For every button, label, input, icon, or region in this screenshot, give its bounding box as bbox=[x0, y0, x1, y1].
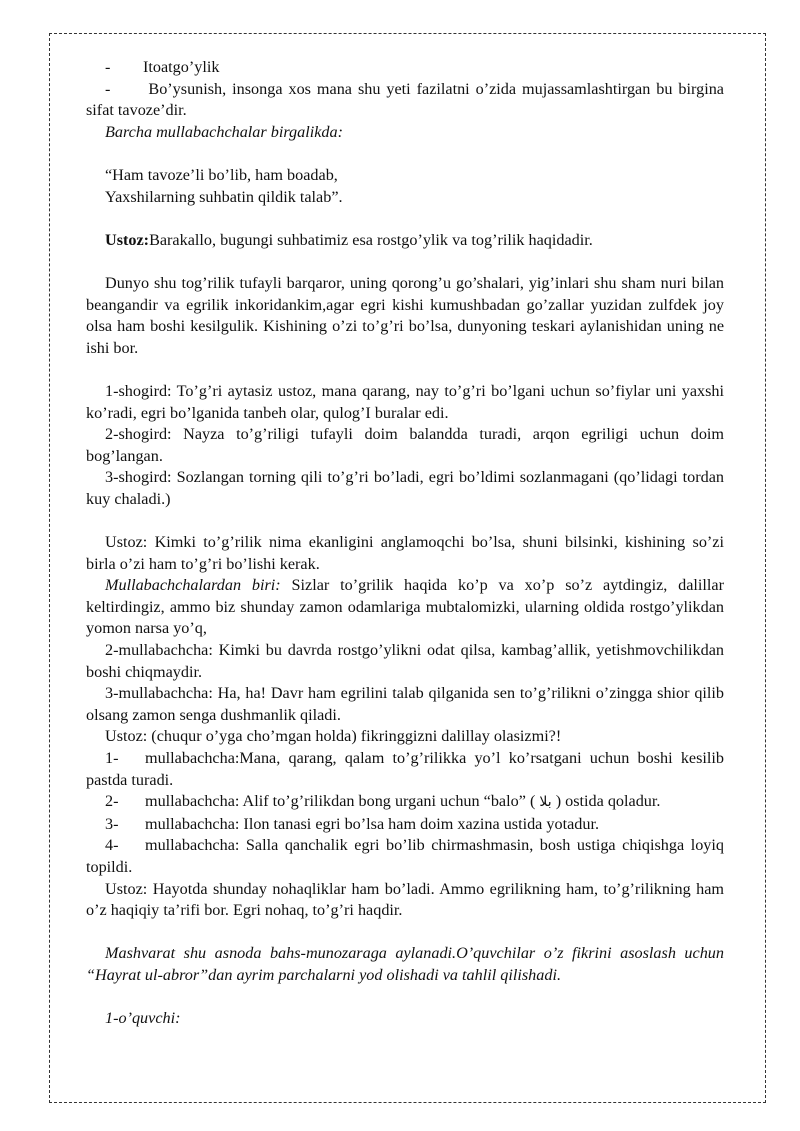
list-item bbox=[86, 57, 724, 79]
speaker-label: Ustoz: bbox=[105, 230, 150, 249]
item-number: 3- bbox=[105, 814, 119, 833]
item-number: 4- bbox=[105, 836, 119, 855]
stage-direction: Mashvarat shu asnoda bahs-munozaraga aylanadi.O’quvchilar o’z fikrini asoslash uchun “Hayrat ul-abror”dan ayrim parchalarni yod olishadi va tahlil qilishadi. bbox=[86, 944, 724, 984]
dialogue-line: Ustoz: Kimki to’g’rilik nima ekanligini anglamoqchi bo’lsa, shuni bilsinki, kishining so’zi birla o’zi ham to’g’ri bo’lishi kerak. bbox=[86, 533, 724, 573]
verse-line: “Ham tavoze’li bo’lib, ham boadab, bbox=[105, 165, 338, 184]
list-text: Itoatgo’ylik bbox=[143, 58, 220, 76]
paragraph: Dunyo shu tog’rilik tufayli barqaror, uning qorong’u go’shalari, yig’inlari shu sham nuri bilan beangandir va egrilik inkoridankim,agar egri kishi kumushbadan go’zallar yuzidan zulfdek joy olsa ham boshi kesilgulik. Kishining o’zi to’g’ri bo’lsa, dunyoning teskari aylanishidan uning ne ishi bor. bbox=[86, 273, 724, 357]
dialogue-line: 3-mullabachcha: Ha, ha! Davr ham egrilini talab qilganida sen to’g’rilikni o’zingga shior qilib olsang zamon senga dushmanlik qiladi. bbox=[86, 684, 724, 724]
dialogue-line: Ustoz: (chuqur o’yga cho’mgan holda) fikringgizni dalillay olasizmi?! bbox=[105, 727, 562, 746]
list-text: Bo’ysunish, insonga xos mana shu yeti fazilatni o’zida mujassamlashtirgan bu birgina sifat tavoze’dir. bbox=[86, 79, 724, 120]
numbered-item bbox=[86, 791, 724, 814]
dialogue-line: Ustoz: Hayotda shunday nohaqliklar ham bo’ladi. Ammo egrilikning ham, to’g’rilikning ham o’z haqiqiy ta’rifi bor. Egri nohaq, to’g’ri haqdir. bbox=[86, 879, 724, 920]
item-number: 1- bbox=[105, 749, 119, 767]
item-text: mullabachcha: Ilon tanasi egri bo’lsa ham doim xazina ustida yotadur. bbox=[145, 814, 600, 833]
dialogue-text: Sizlar to’grilik haqida ko’p va xo’p so’z aytdingiz, dalillar keltirdingiz, ammo biz shunday zamon odamlariga mubtalomizki, ularning oldida rostgo’ylikdan yomon narsa yo’q, bbox=[86, 576, 724, 638]
item-text: ) ostida qoladur. bbox=[551, 792, 661, 811]
item-text: mullabachcha: Alif to’g’rilikdan bong urgani uchun “balo” ( bbox=[145, 792, 540, 811]
document-body bbox=[86, 57, 724, 1030]
dialogue-line bbox=[86, 230, 724, 252]
list-marker: - bbox=[105, 79, 111, 98]
dialogue-line: 2-shogird: Nayza to’g’riligi tufayli doim balandda turadi, arqon egriligi uchun doim bog’langan. bbox=[86, 425, 724, 465]
numbered-item bbox=[86, 835, 724, 878]
numbered-item bbox=[86, 748, 724, 791]
dialogue-line: 3-shogird: Sozlangan torning qili to’g’ri bo’ladi, egri bo’ldimi sozlanmagani (qo’lidagi tordan kuy chaladi.) bbox=[86, 468, 724, 508]
dialogue-text: Barakallo, bugungi suhbatimiz esa rostgo’ylik va tog’rilik haqidadir. bbox=[149, 230, 593, 249]
stage-direction: Barcha mullabachchalar birgalikda: bbox=[105, 122, 343, 141]
dialogue-line: 1-shogird: To’g’ri aytasiz ustoz, mana qarang, nay to’g’ri bo’lgani uchun so’fiylar uni yaxshi ko’radi, egri bo’lganida tanbeh olar, qulog’I buralar edi. bbox=[86, 381, 724, 422]
dialogue-line bbox=[86, 575, 724, 640]
dialogue-line: 2-mullabachcha: Kimki bu davrda rostgo’ylikni odat qilsa, kambag’allik, yetishmovchilikdan boshi chiqmaydir. bbox=[86, 641, 724, 681]
item-text: mullabachcha:Mana, qarang, qalam to’g’rilikka yo’l ko’rsatgani uchun boshi kesilib pastda turadi. bbox=[86, 749, 724, 789]
numbered-item bbox=[86, 814, 724, 836]
item-text: mullabachcha: Salla qanchalik egri bo’lib chirmashmasin, bosh ustiga chiqishga loyiq topildi. bbox=[86, 836, 724, 876]
item-number: 2- bbox=[105, 792, 119, 811]
list-item bbox=[86, 79, 724, 122]
speaker-label: 1-o’quvchi: bbox=[105, 1009, 181, 1028]
list-marker: - bbox=[105, 58, 111, 76]
verse-line: Yaxshilarning suhbatin qildik talab”. bbox=[105, 187, 343, 206]
speaker-label: Mullabachchalardan biri: bbox=[105, 576, 281, 595]
arabic-word: بلا bbox=[539, 794, 552, 811]
